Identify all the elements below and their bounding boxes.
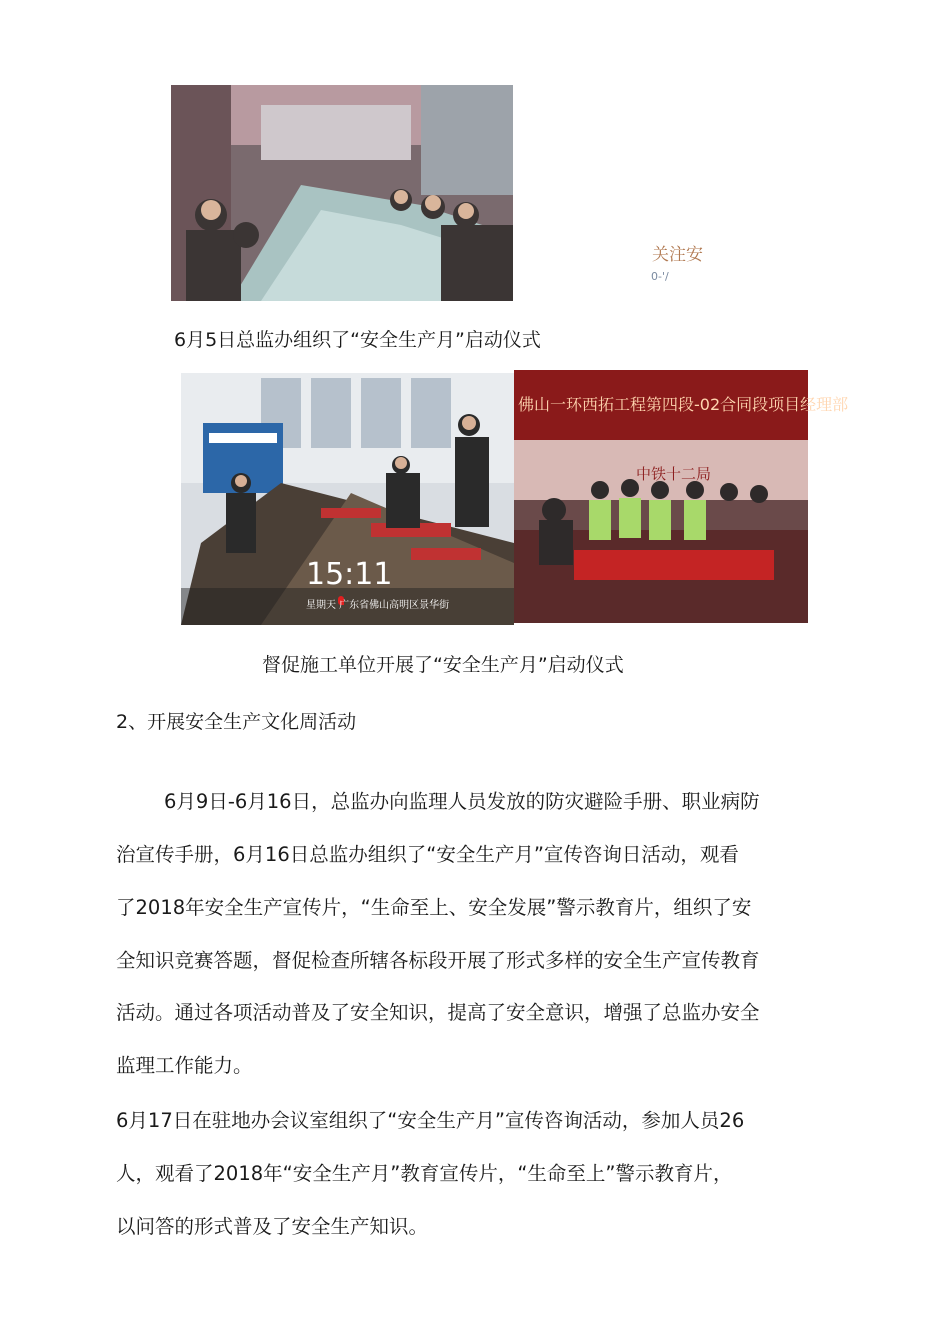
- paragraph-line: 活动。通过各项活动普及了安全知识，提高了安全意识，增强了总监办安全: [116, 1001, 760, 1024]
- paragraph-line: 人，观看了2018年“安全生产月”教育宣传片，“生命至上”警示教育片，: [116, 1162, 733, 1185]
- meeting-photo: [171, 85, 513, 301]
- paragraph-line: 以问答的形式普及了安全生产知识。: [116, 1215, 429, 1238]
- paragraph-line: 全知识竞赛答题，督促检查所辖各标段开展了形式多样的安全生产宣传教育: [116, 949, 760, 972]
- paragraph-line: 了2018年安全生产宣传片，“生命至上、安全发展”警示教育片，组织了安: [116, 896, 752, 919]
- paragraph-line: 监理工作能力。: [116, 1054, 253, 1077]
- section-heading: 2、开展安全生产文化周活动: [116, 711, 357, 733]
- company-text: 中铁十二局: [636, 465, 712, 483]
- timestamp-location: 星期天 广东省佛山高明区景华街: [306, 600, 450, 611]
- paragraph-line: 治宣传手册，6月16日总监办组织了“安全生产月”宣传咨询日活动，观看: [116, 843, 739, 866]
- caption-contractor-kickoff: 督促施工单位开展了“安全生产月”启动仪式: [262, 654, 624, 676]
- side-note-sub: 0-'/: [651, 270, 669, 283]
- paragraph-line: 6月17日在驻地办会议室组织了“安全生产月”宣传咨询活动，参加人员26: [116, 1109, 745, 1132]
- banner-text: 佛山一环西拓工程第四段-02合同段项目经理部: [518, 395, 849, 414]
- timestamp-time: 15:11: [306, 557, 393, 592]
- side-note-text: 关注安: [652, 245, 703, 265]
- caption-kickoff: 6月5日总监办组织了“安全生产月”启动仪式: [174, 329, 541, 351]
- paragraph-line: 6月9日-6月16日，总监办向监理人员发放的防灾避险手册、职业病防: [164, 790, 760, 813]
